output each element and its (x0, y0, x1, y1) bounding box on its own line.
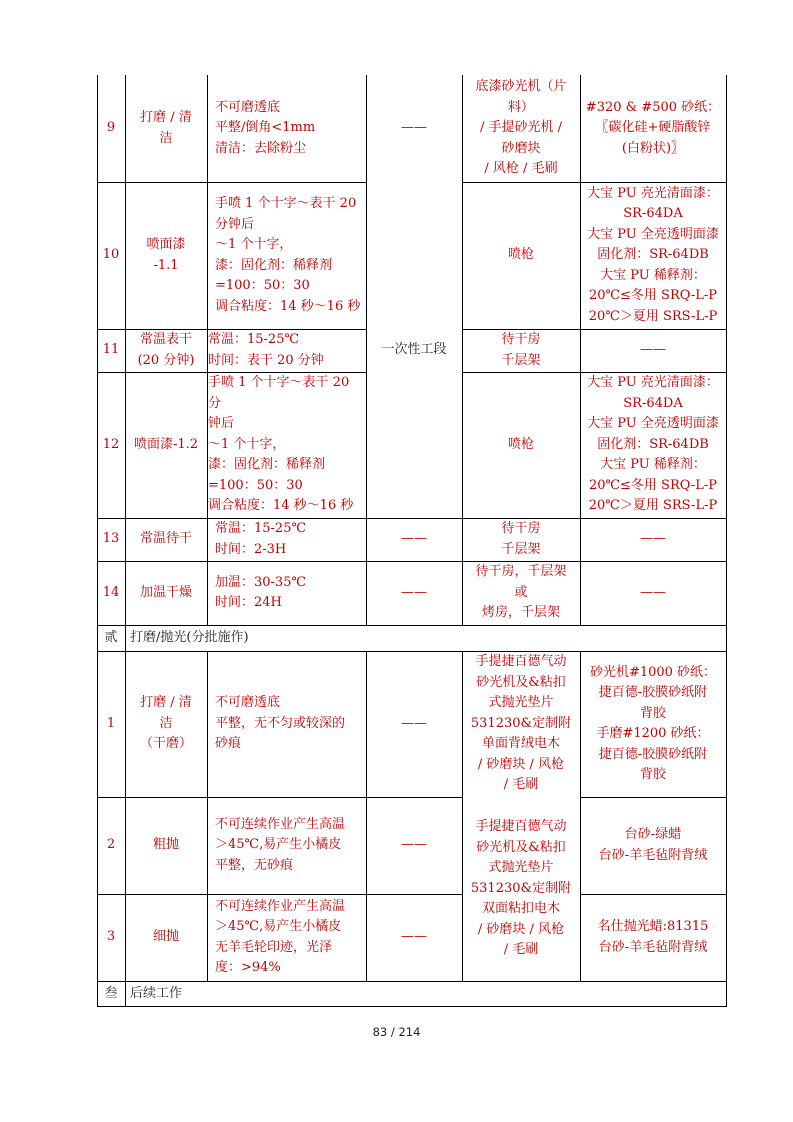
col-line-3a (366, 75, 367, 625)
row-13-step: 常温待干 (139, 531, 192, 547)
row-13-no: 13 (102, 531, 120, 547)
row-14-step: 加温干燥 (139, 584, 192, 600)
row-line-1a (97, 182, 366, 183)
row-2-3-material: 名仕抛光蜡:81315 台砂-羊毛毡附背绒 (597, 919, 709, 955)
row-14-no: 14 (102, 584, 120, 600)
row-2-2-time: —— (401, 837, 427, 853)
row-10-no: 10 (102, 247, 120, 263)
row-13-time: —— (401, 531, 427, 547)
row-14-requirement: 加温：30-35℃ 时间：24H (215, 574, 307, 610)
col-line-5a (580, 75, 581, 625)
table-border-right (726, 75, 727, 1007)
row-line-3b (462, 372, 726, 373)
row-2-1-requirement: 不可磨透底 平整，无不匀或较深的 砂痕 (215, 695, 346, 752)
col-line-2a (207, 75, 208, 625)
row-2-3-no: 3 (106, 929, 116, 945)
row-13-tool: 待干房 千层架 (501, 521, 541, 557)
process-table (97, 75, 726, 1007)
row-line-2b (462, 329, 726, 330)
row-2-3-requirement: 不可连续作业产生高温 ＞45℃,易产生小橘皮 无羊毛轮印迹，光泽 度：>94% (215, 898, 346, 975)
row-12-tool: 喷枪 (507, 436, 534, 452)
section-2-number: 贰 (104, 629, 118, 645)
row-14-tool: 待干房，千层架 或 烤房，千层架 (475, 564, 567, 621)
row-line-8b (580, 797, 727, 798)
row-11-material: —— (640, 342, 666, 358)
row-line-1b (462, 182, 726, 183)
row-line-7 (97, 651, 727, 652)
page-separator: / (387, 1025, 399, 1039)
page-current: 83 (372, 1025, 388, 1039)
row-line-8a (97, 797, 462, 798)
row-2-2-material: 台砂-绿蜡 台砂-羊毛毡附背绒 (598, 827, 708, 863)
row-line-9b (580, 894, 727, 895)
row-9-step: 打磨 / 清 洁 (140, 110, 192, 146)
row-10-requirement: 手喷 1 个十字～表干 20 分钟后 ～1 个十字， 漆：固化剂：稀释剂 =100：50：30 调合粘度：14 秒～16 秒 (215, 196, 361, 314)
row-9-no: 9 (106, 120, 116, 136)
row-line-9a (97, 894, 462, 895)
row-11-no: 11 (102, 342, 120, 358)
row-line-4 (97, 518, 727, 519)
col-line-5b (580, 651, 581, 981)
row-line-6 (97, 625, 727, 626)
page-total: 214 (398, 1025, 421, 1039)
row-2-1-time: —— (401, 715, 427, 731)
row-12-material: 大宝 PU 亮光清面漆： SR-64DA 大宝 PU 全亮透明面漆 固化剂：SR-64DB 大宝 PU 稀释剂： 20℃≤冬用 SRQ-L-P 20℃＞夏用 SRS-L-P (587, 375, 719, 514)
table-border-left (97, 75, 98, 1007)
section-2-title: 打磨/抛光(分批施作) (130, 629, 249, 645)
col-line-1 (125, 75, 126, 1007)
section-3-number: 叁 (104, 985, 118, 1001)
col-line-4a (462, 75, 463, 625)
one-time-segment-cell: 一次性工段 (381, 341, 447, 357)
row-2-3-step: 细抛 (152, 929, 179, 945)
section-3-title: 后续工作 (130, 985, 183, 1001)
row-13-requirement: 常温：15-25℃ 时间：2-3H (215, 521, 307, 557)
row-12-step: 喷面漆-1.2 (133, 436, 199, 452)
row-2-3-time: —— (401, 929, 427, 945)
row-11-tool: 待干房 千层架 (501, 332, 541, 368)
row-12-requirement: 手喷 1 个十字～表干 20 分 钟后 ～1 个十字， 漆：固化剂：稀释剂 =100：50：30 调合粘度：14 秒～16 秒 (208, 375, 354, 514)
row-12-no: 12 (102, 436, 120, 452)
row-13-material: —— (640, 531, 666, 547)
row-10-step: 喷面漆 -1.1 (146, 237, 186, 273)
row-2-1-no: 1 (106, 715, 116, 731)
col-line-3b (366, 651, 367, 981)
page-number (0, 1025, 793, 1039)
col-line-2b (207, 651, 208, 981)
row-line-3a (97, 372, 366, 373)
row-line-10 (97, 981, 727, 982)
row-2-2-3-tool: 手提捷百德气动 砂光机及&粘扣 式抛光垫片 531230&定制附 双面粘扣电木 / 砂磨块 / 风枪 / 毛刷 (470, 819, 572, 958)
row-11-step: 常温表干 (20 分钟) (137, 332, 195, 368)
row-14-time: —— (401, 584, 427, 600)
table-border-bottom (97, 1006, 727, 1007)
row-9-time: —— (401, 120, 427, 136)
row-10-tool: 喷枪 (507, 247, 534, 263)
row-14-material: —— (640, 584, 666, 600)
row-2-2-no: 2 (106, 837, 116, 853)
row-line-2a (97, 329, 366, 330)
col-line-4b (462, 651, 463, 981)
row-2-1-step: 打磨 / 清 洁 （干磨） (139, 695, 192, 752)
row-2-1-material: 砂光机#1000 砂纸： 捷百德-胶膜砂纸附 背胶 手磨#1200 砂纸： 捷百德-胶膜砂纸附 背胶 (589, 664, 717, 782)
row-11-requirement: 常温：15-25℃ 时间：表干 20 分钟 (208, 332, 324, 368)
row-10-material: 大宝 PU 亮光清面漆： SR-64DA 大宝 PU 全亮透明面漆 固化剂：SR-64DB 大宝 PU 稀释剂： 20℃≤冬用 SRQ-L-P 20℃＞夏用 SRS-L-P (587, 185, 719, 324)
row-line-5 (97, 561, 727, 562)
row-2-2-step: 粗抛 (152, 837, 179, 853)
row-2-1-tool: 手提捷百德气动 砂光机及&粘扣 式抛光垫片 531230&定制附 单面背绒电木 / 砂磨块 / 风枪 / 毛刷 (470, 654, 572, 793)
row-9-tool: 底漆砂光机（片 料） / 手提砂光机 / 砂磨块 / 风枪 / 毛刷 (475, 79, 567, 177)
row-9-material: #320 & #500 砂纸： 〖碳化硅+硬脂酸锌 (白粉状)〗 (585, 99, 721, 156)
row-9-requirement: 不可磨透底 平整/倒角<1mm 清洁：去除粉尘 (215, 99, 316, 156)
row-2-2-requirement: 不可连续作业产生高温 ＞45℃,易产生小橘皮 平整，无砂痕 (215, 816, 346, 873)
